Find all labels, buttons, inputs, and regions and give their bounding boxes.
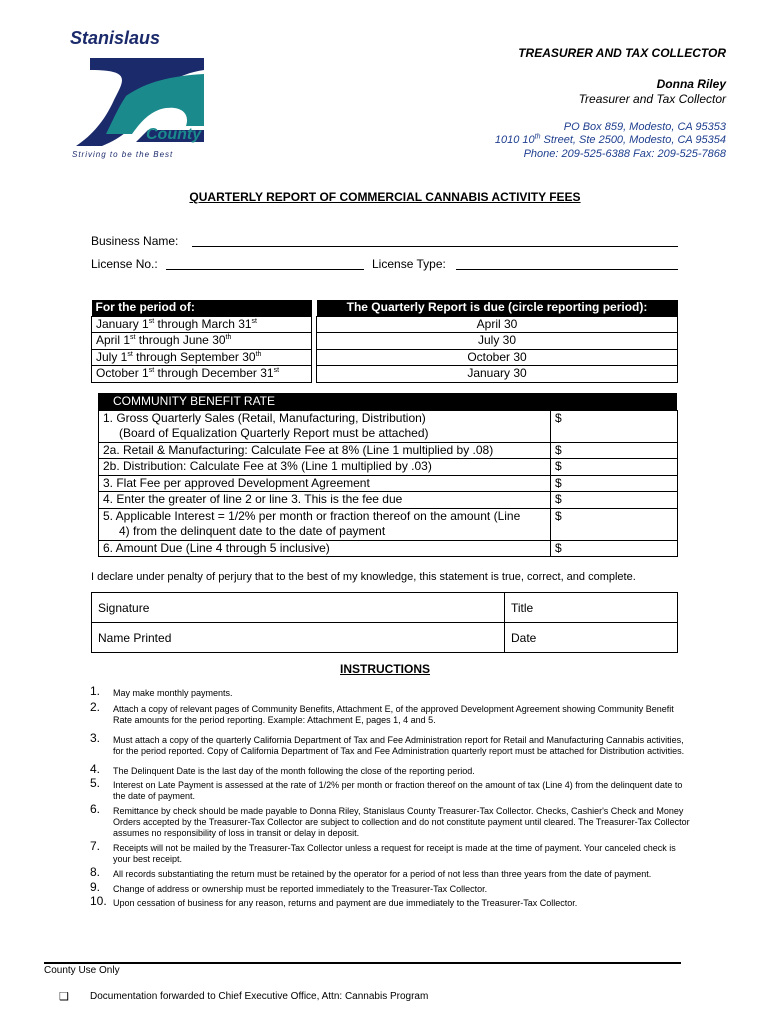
county-use-item: Documentation forwarded to Chief Executive Office, Attn: Cannabis Program xyxy=(90,991,429,1002)
license-type-input[interactable] xyxy=(456,269,678,270)
signature-field[interactable]: Signature xyxy=(92,593,505,623)
cbr-header: COMMUNITY BENEFIT RATE xyxy=(99,394,551,411)
address-line-2-sup: th xyxy=(534,133,541,141)
instruction-item: 10. Upon cessation of business for any reason, returns and payment are due immediately to the Treasurer-Tax Collector. xyxy=(90,894,578,908)
instructions-heading: INSTRUCTIONS xyxy=(340,662,430,676)
instruction-item: 7. Receipts will not be mailed by the Treasurer-Tax Collector unless a request for receipt is made at the time of payment. Your canceled check is your best receipt. xyxy=(90,839,676,864)
license-type-label: License Type: xyxy=(372,257,446,271)
cbr-row xyxy=(99,475,678,492)
logo-text-bottom: County xyxy=(146,126,202,143)
business-name-label: Business Name: xyxy=(91,234,179,248)
period-row[interactable] xyxy=(92,366,678,383)
instructions-list xyxy=(90,684,690,909)
period-cell: April 1st through June 30th xyxy=(92,333,312,350)
county-logo xyxy=(66,30,216,160)
page-title: QUARTERLY REPORT OF COMMERCIAL CANNABIS ACTIVITY FEES xyxy=(189,190,581,204)
instruction-item: 2. Attach a copy of relevant pages of Community Benefits, Attachment E, of the approved Development Agreement showing Community Benefit Rate amounts for the period reporting. Example: Attachment E, pages 1, 4 and 5. xyxy=(90,700,674,725)
period-row[interactable] xyxy=(92,349,678,366)
community-benefit-table xyxy=(98,393,678,557)
county-use-divider xyxy=(44,962,681,964)
cbr-amount-input[interactable]: $ xyxy=(551,540,678,557)
instruction-item: 4. The Delinquent Date is the last day of the month following the close of the reporting period. xyxy=(90,762,475,776)
period-row[interactable] xyxy=(92,333,678,350)
instruction-item: 5. Interest on Late Payment is assessed at the rate of 1/2% per month or fraction thereof on the amount of tax (Line 4) from the delinquent date to the date of payment. xyxy=(90,776,683,801)
treasurer-name: Donna Riley xyxy=(656,77,726,91)
cbr-amount-input[interactable]: $ xyxy=(551,410,678,442)
due-date[interactable]: October 30 xyxy=(317,349,678,366)
office-title: TREASURER AND TAX COLLECTOR xyxy=(518,46,726,60)
signature-table xyxy=(91,592,678,653)
instruction-item: 8. All records substantiating the return must be retained by the operator for a period of not less than three years from the date of payment. xyxy=(90,865,652,879)
logo-text-top: Stanislaus xyxy=(70,28,161,48)
instruction-item: 3. Must attach a copy of the quarterly California Department of Tax and Fee Administration report for Retail and Manufacturing Cannabis activities, for the period reported. Copy of California Department of Tax and Fee Administration quarterly report must be attached for Distribution activities. xyxy=(90,731,685,756)
instruction-item: 1. May make monthly payments. xyxy=(90,684,233,698)
instruction-item: 9. Change of address or ownership must be reported immediately to the Treasurer-Tax Collector. xyxy=(90,880,488,894)
license-no-label: License No.: xyxy=(91,257,158,271)
county-use-label: County Use Only xyxy=(44,965,120,976)
cbr-amount-input[interactable]: $ xyxy=(551,475,678,492)
due-date[interactable]: July 30 xyxy=(317,333,678,350)
period-cell: October 1st through December 31st xyxy=(92,366,312,383)
cbr-row xyxy=(99,540,678,557)
cbr-row xyxy=(99,508,678,540)
due-date[interactable]: January 30 xyxy=(317,366,678,383)
period-cell: July 1st through September 30th xyxy=(92,349,312,366)
cbr-line-label: 6. Amount Due (Line 4 through 5 inclusive) xyxy=(99,540,551,557)
period-table xyxy=(91,300,678,383)
cbr-amount-input[interactable]: $ xyxy=(551,442,678,459)
cbr-row xyxy=(99,410,678,442)
cbr-amount-input[interactable]: $ xyxy=(551,492,678,509)
license-no-input[interactable] xyxy=(166,269,364,270)
address-line-2-post: Street, Ste 2500, Modesto, CA 95354 xyxy=(540,134,726,146)
cbr-row xyxy=(99,492,678,509)
cbr-row xyxy=(99,459,678,476)
title-field[interactable]: Title xyxy=(505,593,678,623)
cbr-line-label: 2a. Retail & Manufacturing: Calculate Fee at 8% (Line 1 multiplied by .08) xyxy=(99,442,551,459)
cbr-amount-input[interactable]: $ xyxy=(551,508,678,540)
period-row[interactable] xyxy=(92,316,678,333)
cbr-line-label: 3. Flat Fee per approved Development Agreement xyxy=(99,475,551,492)
period-header: For the period of: xyxy=(92,300,312,316)
instruction-item: 6. Remittance by check should be made payable to Donna Riley, Stanislaus County Treasurer-Tax Collector. Checks, Cashier's Check and Money Orders accepted by the Treasurer-Tax Collector are subject to collection and do not constitute payment until cleared. The Treasurer-Tax Collector assumes no responsibility of loss in transit or delay in deposit. xyxy=(90,802,690,838)
address-line-2 xyxy=(495,134,726,146)
cbr-line-label: 5. Applicable Interest = 1/2% per month or fraction thereof on the amount (Line 4) from the delinquent date to the date of payment xyxy=(99,508,551,540)
checkbox-icon[interactable]: ❑ xyxy=(59,991,69,1003)
date-field[interactable]: Date xyxy=(505,623,678,653)
treasurer-role: Treasurer and Tax Collector xyxy=(578,92,726,106)
business-name-input[interactable] xyxy=(192,246,678,247)
phone-fax: Phone: 209-525-6388 Fax: 209-525-7868 xyxy=(523,148,726,160)
declaration-text: I declare under penalty of perjury that to the best of my knowledge, this statement is true, correct, and complete. xyxy=(91,571,636,583)
address-line-1: PO Box 859, Modesto, CA 95353 xyxy=(563,121,726,133)
due-header: The Quarterly Report is due (circle reporting period): xyxy=(317,300,678,316)
logo-tagline: Striving to be the Best xyxy=(72,150,174,159)
cbr-amount-input[interactable]: $ xyxy=(551,459,678,476)
cbr-line-label: 2b. Distribution: Calculate Fee at 3% (Line 1 multiplied by .03) xyxy=(99,459,551,476)
cbr-row xyxy=(99,442,678,459)
address-line-2-pre: 1010 10 xyxy=(494,134,535,146)
period-cell: January 1st through March 31st xyxy=(92,316,312,333)
due-date[interactable]: April 30 xyxy=(317,316,678,333)
cbr-line-label: 1. Gross Quarterly Sales (Retail, Manufacturing, Distribution) (Board of Equalization Quarterly Report must be attached) xyxy=(99,410,551,442)
name-printed-field[interactable]: Name Printed xyxy=(92,623,505,653)
cbr-line-label: 4. Enter the greater of line 2 or line 3. This is the fee due xyxy=(99,492,551,509)
